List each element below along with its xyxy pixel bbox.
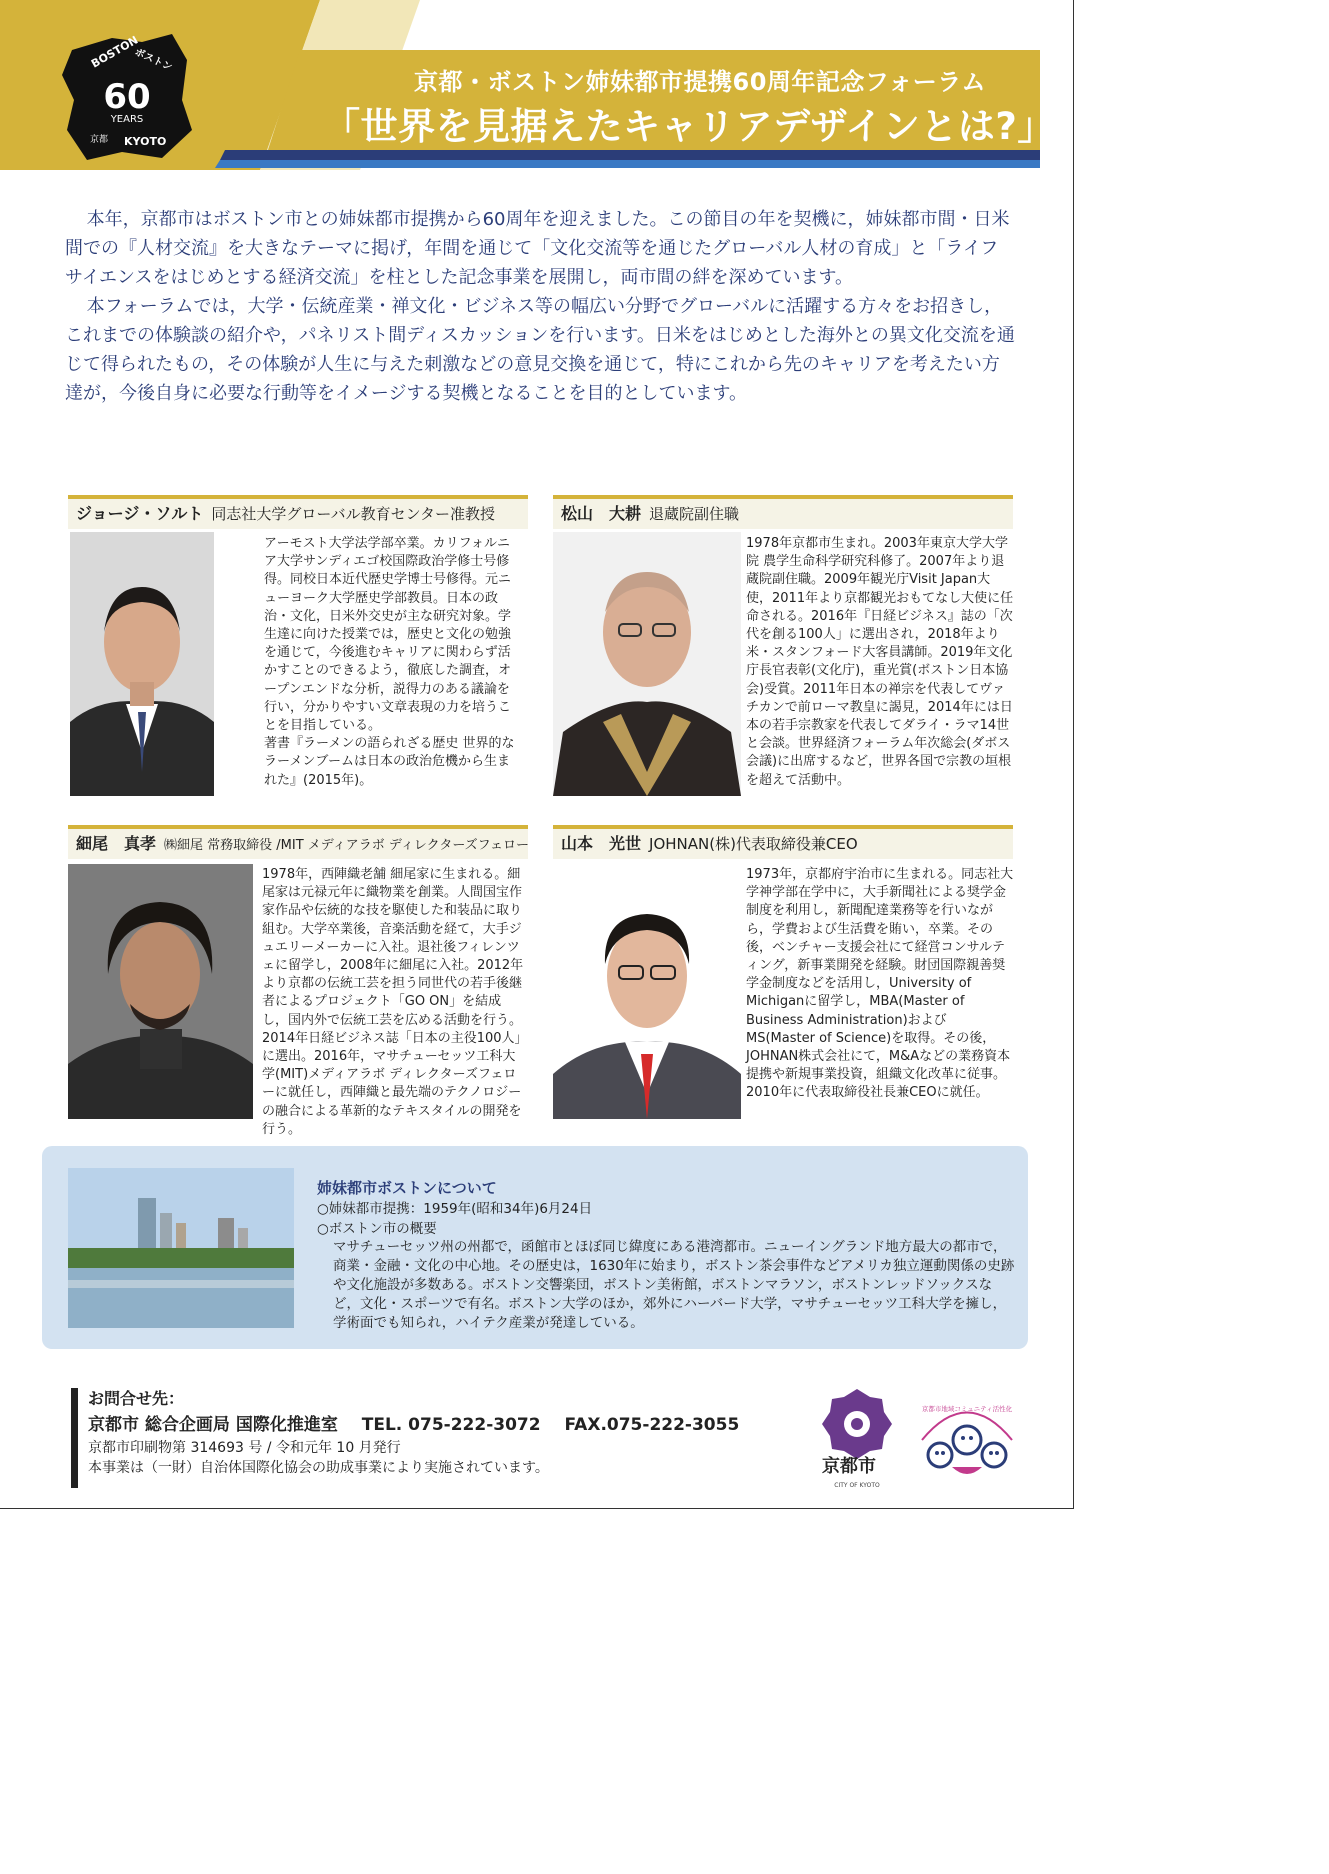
speaker-bio: 1978年，西陣織老舗 細尾家に生まれる。細尾家は元禄元年に織物業を創業。人間国宝作家作品や伝統的な技を駆使した和装品に取り組む。大学卒業後，音楽活動を経て，大手ジュエリーメーカーに入社。退社後フィレンツェに留学し，2008年に細尾に入社。2012年より京都の伝統工芸を担う同世代の若手後継者によるプロジェクト「GO ON」を結成し，国内外で伝統工芸を広める活動を行う。2014年日経ビジネス誌「日本の主役100人」に選出。2016年，マサチューセッツ工科大学(MIT)メディアラボ ディレクターズフェローに就任し，西陣織と最先端のテクノロジーの融合による革新的なテキスタイルの開発を行う。: [262, 867, 524, 1137]
intro-text: [65, 205, 1015, 408]
contact-accent-bar: [71, 1388, 78, 1488]
forum-subtitle: 京都・ボストン姉妹都市提携60周年記念フォーラム: [414, 68, 986, 96]
portrait-image: [553, 864, 741, 1119]
contact-tel: TEL. 075-222-3072: [361, 1415, 541, 1435]
emblem-years-label: YEARS: [110, 114, 144, 125]
speaker-title: JOHNAN(株)代表取締役兼CEO: [649, 835, 858, 853]
community-revitalization-logo: [912, 1385, 1022, 1490]
emblem-years-number: 60: [103, 77, 151, 117]
speaker-photo: [68, 864, 253, 1119]
speaker-title: ㈱細尾 常務取締役 /MIT メディアラボ ディレクターズフェロー: [164, 838, 530, 853]
speaker-name: 細尾 真孝: [76, 834, 157, 853]
portrait-image: [70, 532, 214, 796]
boston-kyoto-60-emblem: [52, 20, 202, 170]
speaker-bio: 1973年，京都府宇治市に生まれる。同志社大学神学部在学中に，大手新聞社による奨学金制度を利用し，新聞配達業務等を行いながら，学費および生活費を賄い，卒業。その後，ベンチャー支援会社にて経営コンサルティング，新事業開発を経験。財団国際親善奨学金制度などを活用し，University of Michiganに留学し，MBA(Master of Business Administration)およびMS(Master of Science)を取得。その後，JOHNAN株式会社にて，M&Aなどの業務資本提携や新規事業投資，組織文化改革に従事。2010年に代表取締役社長兼CEOに就任。: [746, 867, 1014, 1101]
emblem-bottom-left: 京都: [90, 135, 109, 145]
kyoto-city-logo-en: CITY OF KYOTO: [834, 1482, 880, 1489]
community-logo-text: 京都市地域コミュニティ活性化: [921, 1405, 1013, 1413]
portrait-image: [68, 864, 253, 1119]
intro-paragraph: 本フォーラムでは，大学・伝統産業・禅文化・ビジネス等の幅広い分野でグローバルに活躍する方々をお招きし，これまでの体験談の紹介や，パネリスト間ディスカッションを行います。日米をはじめとした海外との異文化交流を通じて得られたもの，その体験が人生に与えた刺激などの意見交換を通じて，特にこれから先のキャリアを考えたい方達が，今後自身に必要な行動等をイメージする契機となることを目的としています。: [65, 296, 1015, 404]
speaker-photo: [553, 864, 741, 1119]
speaker-header: [553, 495, 1013, 529]
speaker-title: 退蔵院副住職: [649, 505, 740, 523]
speaker-header: [68, 495, 528, 529]
forum-title: 「世界を見据えたキャリアデザインとは?」: [323, 105, 1055, 148]
intro-paragraph: 本年，京都市はボストン市との姉妹都市提携から60周年を迎えました。この節目の年を契機に，姉妹都市間・日米間での『人材交流』を大きなテーマに掲げ，年間を通じて「文化交流等を通じたグローバル人材の育成」と「ライフサイエンスをはじめとする経済交流」を柱とした記念事業を展開し，両市間の絆を深めています。: [65, 209, 1010, 288]
emblem-top-right: ボストン: [132, 46, 174, 74]
boston-overview-text: マサチューセッツ州の州都で，函館市とほぼ同じ緯度にある港湾都市。ニューイングランド地方最大の都市で，商業・金融・文化の中心地。その歴史は，1630年に始まり，ボストン茶会事件などアメリカ独立運動関係の史跡や文化施設が多数ある。ボストン交響楽団，ボストン美術館，ボストンマラソン，ボストンレッドソックスなど，文化・スポーツで有名。ボストン大学のほか，郊外にハーバード大学，マサチューセッツ工科大学を擁し，学術面でも知られ，ハイテク産業が発達している。: [333, 1239, 1015, 1331]
speaker-name: ジョージ・ソルト: [76, 504, 204, 523]
portrait-image: [553, 532, 741, 796]
grant-note: 本事業は（一財）自治体国際化協会の助成事業により実施されています。: [88, 1460, 549, 1476]
speaker-name: 松山 大耕: [561, 504, 642, 523]
contact-department: 京都市 総合企画局 国際化推進室: [88, 1415, 338, 1435]
speaker-title: 同志社大学グローバル教育センター准教授: [211, 505, 496, 523]
contact-line: [88, 1410, 739, 1435]
speaker-bio: アーモスト大学法学部卒業。カリフォルニア大学サンディエゴ校国際政治学修士号修得。同校日本近代歴史学博士号修得。元ニューヨーク大学歴史学部教員。日本の政治・文化，日米外交史が主な研究対象。学生達に向けた授業では，歴史と文化の勉強を通じて，今後進むキャリアに関わらず活かすことのできるよう，徹底した調査，オープンエンドな分析，説得力のある議論を行い，分かりやすい文章表現の力を培うことを目指している。 著書『ラーメンの語られざる歴史 世界的なラーメンブームは日本の政治危機から生まれた』(2015年)。: [264, 536, 515, 788]
emblem-top-left: BOSTON: [89, 33, 141, 71]
kyoto-city-logo-text: 京都市: [822, 1456, 876, 1477]
boston-skyline-photo: [68, 1168, 294, 1328]
speaker-photo: [553, 532, 741, 796]
sister-city-date: ○姉妹都市提携：1959年(昭和34年)6月24日: [317, 1201, 593, 1217]
speaker-header: [68, 825, 528, 859]
print-number: 京都市印刷物第 314693 号 / 令和元年 10 月発行: [88, 1440, 401, 1456]
skyline-image: [68, 1168, 294, 1328]
boston-title: 姉妹都市ボストンについて: [317, 1179, 497, 1197]
boston-overview-heading: ○ボストン市の概要: [317, 1221, 437, 1237]
contact-fax: FAX.075-222-3055: [564, 1415, 740, 1435]
speaker-bio: 1978年京都市生まれ。2003年東京大学大学院 農学生命科学研究科修了。2007年より退蔵院副住職。2009年観光庁Visit Japan大使，2011年より京都観光おもてなし大使に任命される。2016年『日経ビジネス』誌の「次代を創る100人」に選出され，2018年より米・スタンフォード大客員講師。2019年文化庁長官表彰(文化庁)，重光賞(ボストン日本協会)受賞。2011年日本の禅宗を代表してヴァチカンで前ローマ教皇に謁見，2014年には日本の若手宗教家を代表してダライ・ラマ14世と会談。世界経済フォーラム年次総会(ダボス会議)に出席するなど，世界各国で宗教の垣根を超えて活動中。: [746, 536, 1014, 788]
contact-label: お問合せ先：: [88, 1389, 185, 1408]
emblem-bottom-right: KYOTO: [124, 135, 167, 148]
speaker-header: [553, 825, 1013, 859]
speaker-photo: [70, 532, 214, 796]
speaker-name: 山本 光世: [561, 834, 642, 853]
